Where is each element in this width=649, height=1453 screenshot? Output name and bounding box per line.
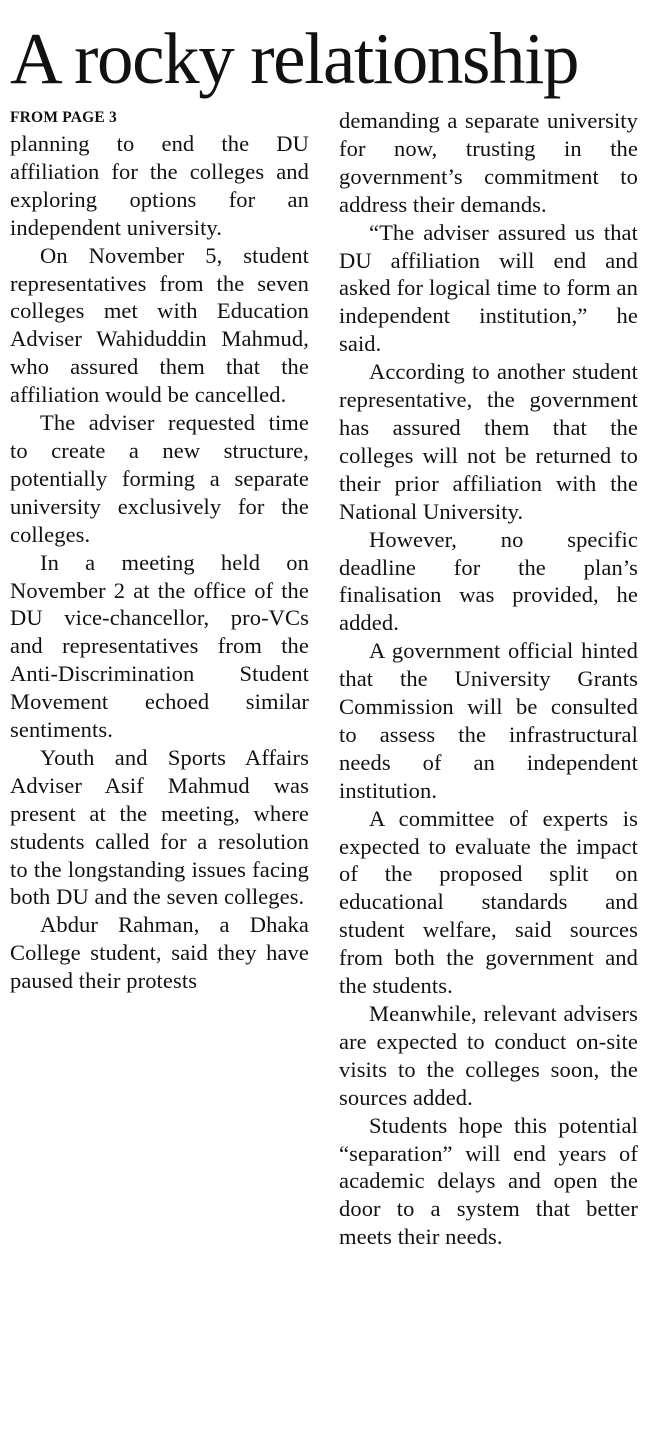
paragraph: Meanwhile, relevant advisers are expected to conduct on-site visits to the colleges soon, the sources added.: [339, 1001, 638, 1110]
paragraph: A government official hinted that the University Grants Commission will be consulted to assess the infrastructural needs of an independent institution.: [339, 638, 638, 803]
paragraph: A committee of experts is expected to evaluate the impact of the proposed split on educational standards and student welfare, said sources from both the government and the students.: [339, 805, 638, 999]
paragraph: “The adviser assured us that DU affiliation will end and asked for logical time to form an independent institution,” he said.: [339, 219, 638, 357]
paragraph: According to another student representative, the government has assured them that the colleges will not be returned to their prior affiliation with the National University.: [339, 359, 638, 524]
paragraph: demanding a separate university for now, trusting in the government’s commitment to address their demands.: [339, 108, 638, 217]
right-column: [339, 107, 638, 1251]
paragraph: Abdur Rahman, a Dhaka College student, said they have paused their protests: [10, 912, 309, 994]
paragraph: In a meeting held on November 2 at the office of the DU vice-chancellor, pro-VCs and representatives from the Anti-Discrimination Student Movement echoed similar sentiments.: [10, 549, 309, 743]
paragraph: Youth and Sports Affairs Adviser Asif Mahmud was present at the meeting, where students called for a resolution to the longstanding issues facing both DU and the seven colleges.: [10, 744, 309, 910]
paragraph: planning to end the DU affiliation for the colleges and exploring options for an independent university.: [10, 131, 309, 240]
headline: A rocky relationship: [10, 18, 579, 99]
paragraph: Students hope this potential “separation” will end years of academic delays and open the door to a system that better meets their needs.: [339, 1112, 638, 1250]
paragraph: The adviser requested time to create a new structure, potentially forming a separate university exclusively for the colleges.: [10, 410, 309, 547]
paragraph: On November 5, student representatives from the seven colleges met with Education Adviser Wahiduddin Mahmud, who assured them that the affiliation would be cancelled.: [10, 242, 309, 408]
paragraph: However, no specific deadline for the plan’s finalisation was provided, he added.: [339, 526, 638, 636]
left-column: [10, 106, 309, 995]
jump-label: FROM PAGE 3: [10, 109, 117, 126]
